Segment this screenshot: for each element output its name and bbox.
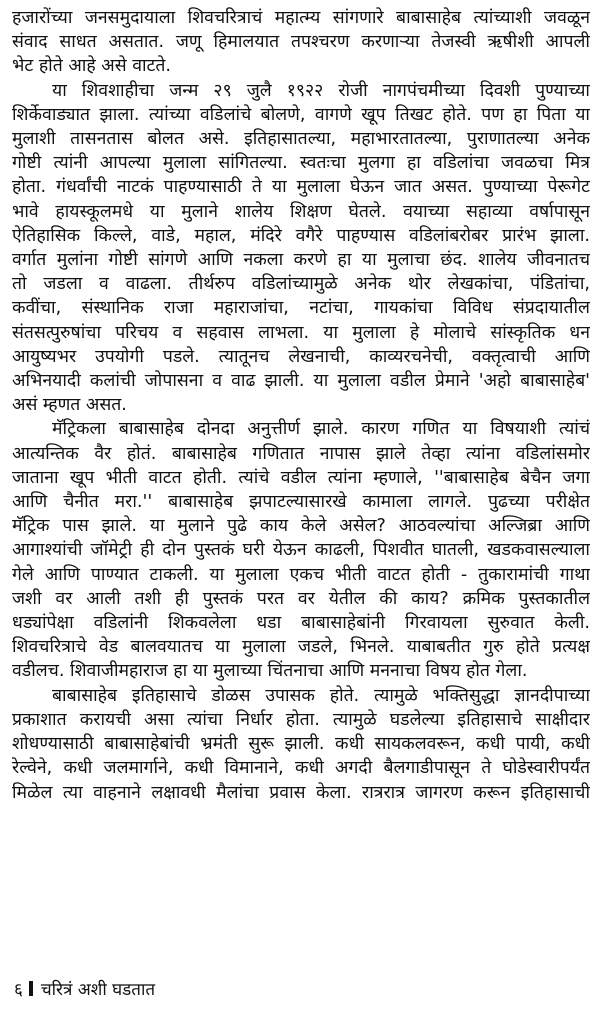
text-line: आयुष्यभर उपयोगी पडले. त्यातूनच लेखनाची, काव्यरचनेची, वक्तृत्वाची आणि bbox=[12, 346, 590, 367]
text-line: भावे हायस्कूलमधे या मुलाने शालेय शिक्षण घेतले. वयाच्या सहाव्या वर्षापासून bbox=[12, 201, 590, 222]
page-number: ६ bbox=[14, 979, 23, 1000]
paragraph-4 bbox=[12, 684, 590, 805]
body-text bbox=[12, 6, 590, 805]
text-line: आणि चैनीत मरा.'' बाबासाहेब झपाटल्यासारखे कामाला लागले. पुढच्या परीक्षेत bbox=[12, 492, 590, 513]
text-line: धड्यांपेक्षा वडिलांनी शिकवलेला धडा बाबासाहेबांनी गिरवायला सुरुवात केली. bbox=[12, 613, 590, 634]
text-line: शिवचरित्राचे वेड बालवयातच या मुलाला जडले, भिनले. याबाबतीत गुरु होते प्रत्यक्ष bbox=[12, 637, 590, 658]
text-line: बाबासाहेब इतिहासाचे डोळस उपासक होते. त्यामुळे भक्तिसुद्धा ज्ञानदीपाच्या bbox=[52, 685, 590, 706]
text-line: वडीलच. शिवाजीमहाराज हा या मुलाच्या चिंतनाचा आणि मननाचा विषय होत गेला. bbox=[12, 661, 528, 682]
text-line: तो जडला व वाढला. तीर्थरुप वडिलांच्यामुळे अनेक थोर लेखकांचा, पंडितांचा, bbox=[12, 274, 590, 295]
text-line: गेले आणि पाण्यात टाकली. या मुलाला एकच भीती वाटत होती - तुकारामांची गाथा bbox=[12, 564, 590, 585]
text-line: जशी वर आली तशी ही पुस्तकं परत वर येतील की काय? क्रमिक पुस्तकातील bbox=[12, 588, 590, 609]
footer-separator-bar bbox=[29, 981, 33, 996]
paragraph-3 bbox=[12, 417, 590, 683]
text-line: होता. गंधर्वांची नाटकं पाहण्यासाठी ते या मुलाला घेऊन जात असत. पुण्याच्या पेरूगेट bbox=[12, 177, 590, 198]
text-line: जाताना खूप भीती वाटत होती. त्यांचे वडील त्यांना म्हणाले, ''बाबासाहेब बेचैन जगा bbox=[12, 467, 590, 488]
text-line: भेट होते आहे असे वाटते. bbox=[12, 56, 172, 77]
text-line: मॅट्रिकला बाबासाहेब दोनदा अनुत्तीर्ण झाले. कारण गणित या विषयाशी त्यांचं bbox=[52, 419, 590, 440]
text-line: गोष्टी त्यांनी आपल्या मुलाला सांगितल्या. स्वतःचा मुलगा हा वडिलांचा जवळचा मित्र bbox=[12, 153, 590, 174]
text-line: मुलाशी तासनतास बोलत असे. इतिहासातल्या, महाभारतातल्या, पुराणातल्या अनेक bbox=[12, 129, 590, 150]
text-line: ऐतिहासिक किल्ले, वाडे, महाल, मंदिरे वगैरे पाहण्यास वडिलांबरोबर प्रारंभ झाला. bbox=[12, 225, 590, 246]
text-line: शोधण्यासाठी बाबासाहेबांची भ्रमंती सुरू झाली. कधी सायकलवरून, कधी पायी, कधी bbox=[12, 734, 590, 755]
text-line: संतसत्पुरुषांचा परिचय व सहवास लाभला. या मुलाला हे मोलाचे सांस्कृतिक धन bbox=[12, 322, 590, 343]
text-line: असं म्हणत असत. bbox=[12, 395, 127, 416]
text-line: आत्यन्तिक वैर होतं. बाबासाहेब गणितात नापास झाले तेव्हा त्यांना वडिलांसमोर bbox=[12, 443, 590, 464]
text-line: कवींचा, संस्थानिक राजा महाराजांचा, नटांचा, गायकांचा विविध संप्रदायातील bbox=[12, 298, 590, 319]
text-line: शिर्केवाड्यात झाला. त्यांच्या वडिलांचे बोलणे, वागणे खूप तिखट होते. पण हा पिता या bbox=[12, 104, 590, 125]
text-line: या शिवशाहीचा जन्म २९ जुलै १९२२ रोजी नागपंचमीच्या दिवशी पुण्याच्या bbox=[52, 80, 590, 101]
text-line: रेल्वेने, कधी जलमार्गाने, कधी विमानाने, कधी अगदी बैलगाडीपासून ते घोडेस्वारीपर्यंत bbox=[12, 758, 590, 779]
paragraph-1 bbox=[12, 6, 590, 79]
text-line: वर्गात मुलांना गोष्टी सांगणे आणि नकला करणे हा या मुलाचा छंद. शालेय जीवनातच bbox=[12, 250, 590, 271]
text-line: मॅट्रिक पास झाले. या मुलाने पुढे काय केले असेल? आठवल्यांचा अल्जिब्रा आणि bbox=[12, 516, 590, 537]
text-line: आगाश्यांची जॉमेट्री ही दोन पुस्तकं घरी येऊन काढली, पिशवीत घातली, खडकवासल्याला bbox=[12, 540, 590, 561]
running-title: चरित्रं अशी घडतात bbox=[40, 979, 156, 1000]
page-footer bbox=[14, 976, 155, 1000]
text-line: प्रकाशात करायची असा त्यांचा निर्धार होता. त्यामुळे घडलेल्या इतिहासाचे साक्षीदार bbox=[12, 709, 590, 730]
text-line: अभिनयादी कलांची जोपासना व वाढ झाली. या मुलाला वडील प्रेमाने 'अहो बाबासाहेब' bbox=[12, 371, 590, 392]
text-line: मिळेल त्या वाहनाने लक्षावधी मैलांचा प्रवास केला. रात्ररात्र जागरण करून इतिहासाची bbox=[12, 782, 590, 803]
paragraph-2 bbox=[12, 79, 590, 418]
text-line: हजारोंच्या जनसमुदायाला शिवचरित्राचं महात्म्य सांगणारे बाबासाहेब त्यांच्याशी जवळून bbox=[12, 8, 590, 28]
text-line: संवाद साधत असतात. जणू हिमालयात तपश्चरण करणाऱ्या तेजस्वी ऋषीशी आपली bbox=[12, 32, 590, 53]
